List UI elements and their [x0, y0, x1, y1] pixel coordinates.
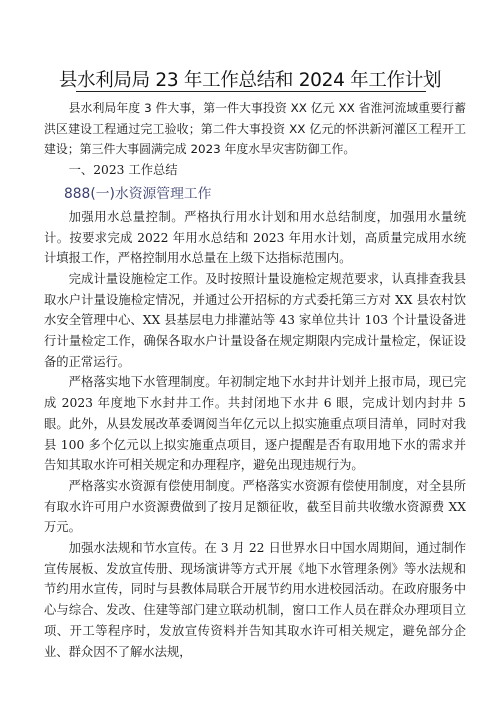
body-paragraph-metering: 完成计量设施检定工作。及时按照计量设施检定规范要求，认真排查我县取水户计量设施检定情况，并通过公开招标的方式委托第三方对 XX 县农村饮水安全管理中心、XX 县基层电力排灌站等 43 家单位共计 103 个计量设备进行计量检定工作，确保各取水户计量设备在规定期限内完成计量检定，保证设备的正常运行。: [44, 271, 466, 369]
section-heading: 一、2023 工作总结: [68, 163, 178, 178]
intro-paragraph: 县水利局年度 3 件大事，第一件大事投资 XX 亿元 XX 省淮河流域重要行蓄洪区建设工程通过完工验收；第二件大事投资 XX 亿元的怀洪新河灌区工程开工建设；第三件大事圆满完成 2023 年度水旱灾害防御工作。: [44, 101, 466, 157]
document-title: 县水利局局 23 年工作总结和 2024 年工作计划: [58, 70, 442, 91]
body-paragraph-publicity: 加强水法规和节水宣传。在 3 月 22 日世界水日中国水周期间，通过制作宣传展板、发放宣传册、现场演讲等方式开展《地下水管理条例》等水法规和节约用水宣传，同时与县教体局联合开展节约用水进校园活动。在政府服务中心与综合、发改、住建等部门建立联动机制，窗口工作人员在群众办理项目立项、开工等程序时，发放宣传资料并告知其取水许可相关规定，避免部分企业、群众因不了解水法规，: [44, 541, 466, 659]
document-body: [44, 98, 466, 662]
body-paragraph-water-fees: 严格落实水资源有偿使用制度。严格落实水资源有偿使用制度，对全县所有取水许可用户水资源费做到了按月足额征收，截至目前共收缴水资源费 XX 万元。: [44, 478, 466, 535]
body-paragraph-groundwater: 严格落实地下水管理制度。年初制定地下水封井计划并上报市局，现已完成 2023 年度地下水封井工作。共封闭地下水井 6 眼，完成计划内封井 5 眼。此外，从县发展改革委调阅当年亿元以上拟实施重点项目清单，同时对我县 100 多个亿元以上拟实施重点项目，逐户提醒是否有取用地下水的需求并告知其取水许可相关规定和办理程序，避免出现违规行为。: [44, 375, 466, 473]
body-paragraph-water-total: 加强用水总量控制。严格执行用水计划和用水总结制度，加强用水量统计。按要求完成 2022 年用水总结和 2023 年用水计划，高质量完成用水统计填报工作，严格控制用水总量在上级下达指标范围内。: [44, 209, 466, 266]
subsection-heading: 888(一)水资源管理工作: [64, 185, 212, 202]
title-underline: [76, 91, 426, 92]
